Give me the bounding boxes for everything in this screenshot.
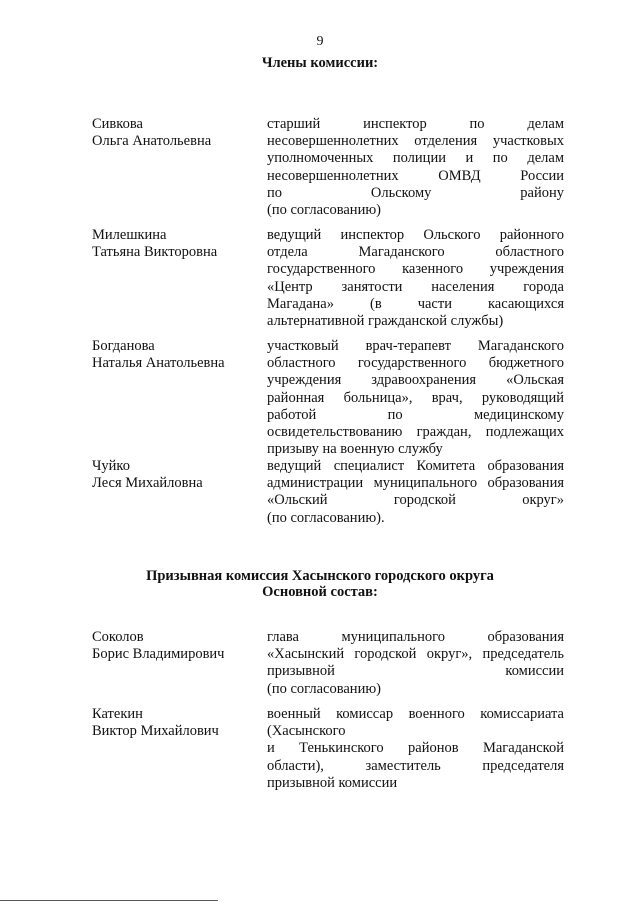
section-title-line: Основной состав: xyxy=(262,584,378,600)
role-line: областного государственного бюджетного xyxy=(267,355,564,372)
role-line: призывной комиссии xyxy=(267,774,398,791)
role-line: несовершеннолетних отделения участковых xyxy=(267,133,564,150)
member-role xyxy=(267,458,564,527)
role-line: «Хасынский городской округ», председатель xyxy=(267,646,564,663)
role-line: учреждения здравоохранения «Ольская xyxy=(267,372,564,389)
role-line: участковый врач-терапевт Магаданского xyxy=(267,338,564,354)
page-number: 9 xyxy=(316,34,324,49)
role-line: (по согласованию) xyxy=(267,202,381,219)
role-line: и Тенькинского районов Магаданской xyxy=(267,740,564,757)
role-line: ведущий специалист Комитета образования xyxy=(267,458,564,474)
member-name: Соколов Борис Владимирович xyxy=(92,629,225,662)
role-line: районная больница», врач, руководящий xyxy=(267,389,564,406)
member-role xyxy=(267,338,564,458)
role-line: уполномоченных полиции и по делам xyxy=(267,150,564,167)
member-name: Милешкина Татьяна Викторовна xyxy=(92,227,218,260)
role-line: работой по медицинскому xyxy=(267,406,564,423)
footer-rule xyxy=(0,900,218,901)
role-line: (по согласованию). xyxy=(267,509,385,526)
role-line: альтернативной гражданской службы) xyxy=(267,313,504,330)
member-name: Катекин Виктор Михайлович xyxy=(92,706,219,739)
role-line: области), заместитель председателя xyxy=(267,757,564,774)
role-line: по Ольскому району xyxy=(267,184,564,201)
role-line: администрации муниципального образования xyxy=(267,475,564,492)
section-title-members xyxy=(0,55,640,71)
role-line: военный комиссар военного комиссариата xyxy=(267,706,564,722)
section-title-khasyn xyxy=(0,568,640,600)
section-title-line: Члены комиссии: xyxy=(261,55,379,71)
member-role xyxy=(267,706,564,792)
member-role xyxy=(267,116,564,219)
role-line: (по согласованию) xyxy=(267,680,381,697)
section-title-line: Призывная комиссия Хасынского городского округа xyxy=(146,568,494,584)
role-line: (Хасынского xyxy=(267,723,346,740)
role-line: несовершеннолетних ОМВД России xyxy=(267,167,564,184)
role-line: государственного казенного учреждения xyxy=(267,261,564,278)
role-line: отдела Магаданского областного xyxy=(267,244,564,261)
role-line: глава муниципального образования xyxy=(267,629,564,645)
role-line: призывной комиссии xyxy=(267,663,564,680)
role-line: «Центр занятости населения города xyxy=(267,278,564,295)
member-role xyxy=(267,629,564,698)
role-line: ведущий инспектор Ольского районного xyxy=(267,227,564,243)
role-line: призыву на военную службу xyxy=(267,441,443,458)
member-name: Сивкова Ольга Анатольевна xyxy=(92,116,212,149)
role-line: старший инспектор по делам xyxy=(267,116,564,132)
member-name: Богданова Наталья Анатольевна xyxy=(92,338,225,371)
role-line: освидетельствованию граждан, подлежащих xyxy=(267,424,564,441)
member-name: Чуйко Леся Михайловна xyxy=(92,458,203,491)
member-role xyxy=(267,227,564,330)
role-line: Магадана» (в части касающихся xyxy=(267,295,564,312)
role-line: «Ольский городской округ» xyxy=(267,492,564,509)
